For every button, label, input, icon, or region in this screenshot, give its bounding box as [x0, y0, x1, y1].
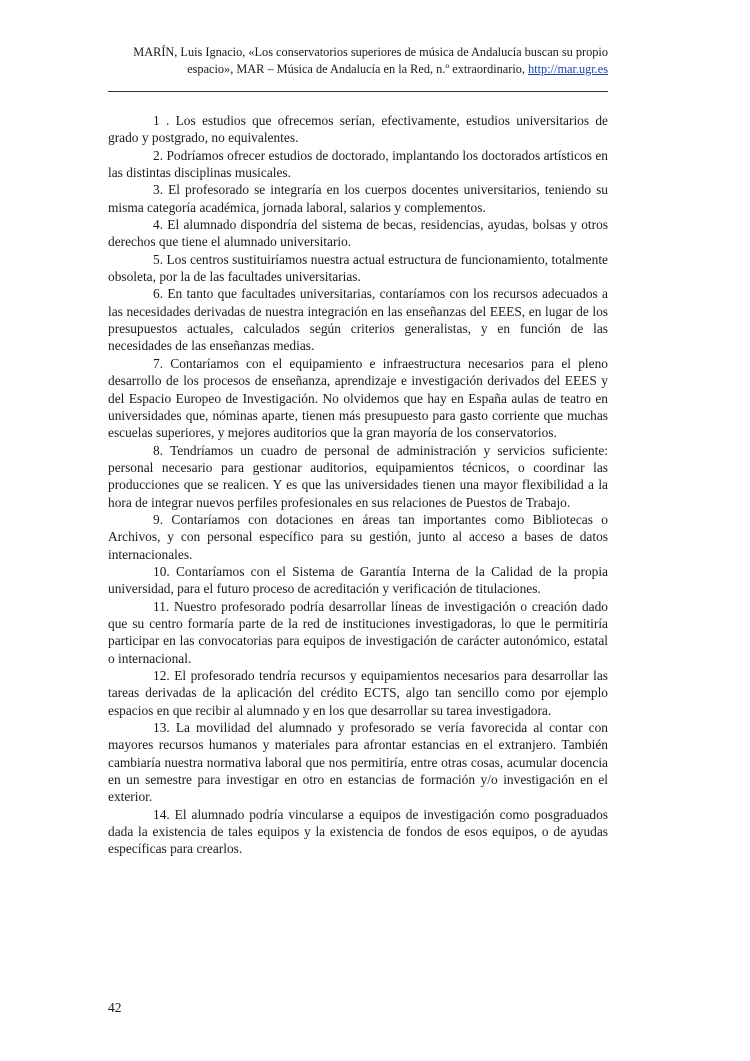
paragraph-7: 7. Contaríamos con el equipamiento e infraestructura necesarios para el pleno desarrollo de los procesos de enseñanza, aprendizaje e investigación derivados del EEES y del Espacio Europeo de Investigación. No olvidemos que hay en España aulas de teatro en universidades que, nóminas aparte, tienen más presupuesto para gasto corriente que muchas escuelas superiores, y mejores auditorios que la gran mayoría de los conservatorios.	[108, 355, 608, 441]
paragraph-10: 10. Contaríamos con el Sistema de Garantía Interna de la Calidad de la propia universidad, para el futuro proceso de acreditación y verificación de titulaciones.	[108, 563, 608, 597]
paragraph-4: 4. El alumnado dispondría del sistema de becas, residencias, ayudas, bolsas y otros derechos que tiene el alumnado universitario.	[108, 217, 608, 250]
paragraph-1: 1 . Los estudios que ofrecemos serían, efectivamente, estudios universitarios de grado y postgrado, no equivalentes.	[108, 113, 608, 146]
running-header	[108, 44, 608, 77]
paragraph-9: 9. Contaríamos con dotaciones en áreas tan importantes como Bibliotecas o Archivos, y con personal específico para su gestión, junto al acceso a bases de datos internacionales.	[108, 511, 608, 562]
header-divider	[108, 91, 608, 92]
header-url-link[interactable]: http://mar.ugr.es	[528, 61, 608, 76]
header-citation-line-1: MARÍN, Luis Ignacio, «Los conservatorios superiores de música de Andalucía buscan su propio	[133, 45, 608, 59]
paragraph-11: 11. Nuestro profesorado podría desarrollar líneas de investigación o creación dado que su centro formaría parte de la red de instituciones investigadoras, lo que le permitiría participar en las convocatorias para equipos de investigación de carácter autonómico, estatal o internacional.	[108, 598, 608, 666]
paragraph-12: 12. El profesorado tendría recursos y equipamientos necesarios para desarrollar las tareas derivadas de la aplicación del crédito ECTS, algo tan sencillo como por ejemplo espacios en que recibir al alumnado y en los que desarrollar su tarea investigadora.	[108, 668, 608, 718]
paragraph-2: 2. Podríamos ofrecer estudios de doctorado, implantando los doctorados artísticos en las distintas disciplinas musicales.	[108, 147, 608, 181]
paragraph-6: 6. En tanto que facultades universitarias, contaríamos con los recursos adecuados a las necesidades derivadas de nuestra integración en las enseñanzas del EEES, en lugar de los presupuestos actuales, calculados según criterios generalistas, y en función de las necesidades de las enseñanzas medias.	[108, 286, 608, 354]
paragraph-3: 3. El profesorado se integraría en los cuerpos docentes universitarios, teniendo su misma categoría académica, jornada laboral, salarios y complementos.	[108, 182, 608, 215]
paragraph-14: 14. El alumnado podría vincularse a equipos de investigación como posgraduados dada la existencia de tales equipos y la existencia de fondos de esos equipos, o de ayudas específicas para crearlos.	[108, 806, 608, 857]
page-number: 42	[108, 1000, 122, 1015]
header-citation-line-2	[108, 61, 608, 78]
paragraph-5: 5. Los centros sustituiríamos nuestra actual estructura de funcionamiento, totalmente obsoleta, por la de las facultades universitarias.	[108, 251, 608, 285]
paragraph-8: 8. Tendríamos un cuadro de personal de administración y servicios suficiente: personal necesario para gestionar auditorios, equipamientos técnicos, o coordinar las producciones que se realicen. Y es que las universidades tienen una mayor flexibilidad a la hora de integrar nuevos perfiles profesionales en sus relaciones de Puestos de Trabajo.	[108, 442, 608, 510]
document-body	[108, 112, 608, 858]
paragraph-13: 13. La movilidad del alumnado y profesorado se vería favorecida al contar con mayores recursos humanos y materiales para afrontar estancias en el extranjero. También cambiaría nuestra normativa laboral que nos permitiría, entre otras cosas, acumular docencia en un semestre para investigar en otro en estancias de formación y/o investigación en el exterior.	[108, 720, 608, 805]
header-citation-text: espacio», MAR – Música de Andalucía en la Red, n.º extraordinario,	[187, 61, 525, 76]
